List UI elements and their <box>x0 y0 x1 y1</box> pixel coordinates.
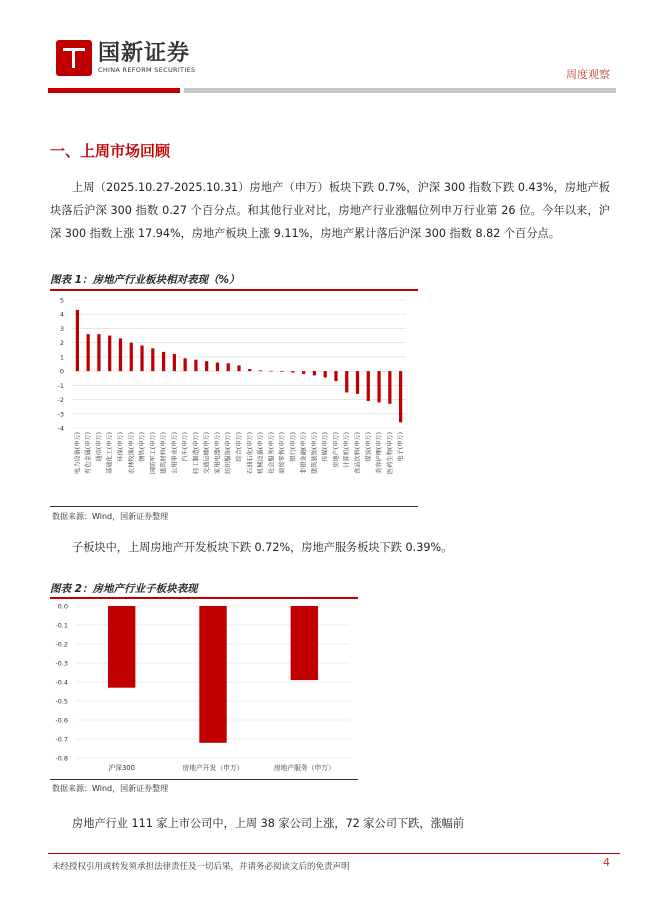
chart2-ytick-label: -0.8 <box>55 754 68 763</box>
header-rule-gray <box>184 88 616 93</box>
chart1-ytick-label: 2 <box>59 339 64 348</box>
chart1-bar <box>334 371 337 381</box>
page-number: 4 <box>603 856 610 869</box>
chart1-category-label: 传媒(申万) <box>322 432 330 462</box>
chart2-ytick-label: 0.0 <box>57 602 68 611</box>
chart1-bar <box>205 361 208 371</box>
chart2-ytick-label: -0.2 <box>55 640 68 649</box>
chart1-bar <box>345 371 348 392</box>
chart1-category-label: 社会服务(申万) <box>268 432 276 474</box>
chart1-bar <box>259 370 262 371</box>
header-rule-red <box>48 88 180 93</box>
paragraph-companies: 房地产行业 111 家上市公司中，上周 38 家公司上涨，72 家公司下跌，涨幅前 <box>72 817 465 830</box>
chart1-bar <box>97 334 100 371</box>
chart1-category-label: 综合(申万) <box>236 432 243 462</box>
chart1-category-label: 电力设备(申万) <box>74 432 82 474</box>
chart1-category-label: 商贸零售(申万) <box>279 432 287 474</box>
chart1-category-label: 环保(申万) <box>117 432 125 462</box>
chart1-category-label: 有色金属(申万) <box>85 432 93 474</box>
chart1-bar <box>399 371 402 422</box>
chart1-bar <box>313 371 316 375</box>
chart1-category-label: 国防军工(申万) <box>149 432 157 474</box>
chart2-ytick-label: -0.6 <box>55 716 68 725</box>
chart2-category-label: 房地产服务（申万） <box>273 764 335 772</box>
figure1-source: 数据来源：Wind，国新证券整理 <box>52 512 169 521</box>
chart1-ytick-label: 1 <box>59 353 64 362</box>
chart1-bar <box>76 310 79 371</box>
chart1-category-label: 轻工制造(申万) <box>192 432 200 474</box>
chart1-category-label: 机械设备(申万) <box>257 432 265 474</box>
chart1-category-label: 汽车(申万) <box>182 432 190 462</box>
chart1-ytick-label: 5 <box>59 296 64 305</box>
chart1-bar <box>367 371 370 401</box>
chart1-ytick-label: 4 <box>59 310 64 319</box>
report-type-tag: 周度观察 <box>566 68 610 81</box>
chart1-category-label: 建筑装饰(申万) <box>311 432 319 474</box>
chart1-bar <box>119 338 122 371</box>
chart1-bar <box>87 334 90 371</box>
chart1-bar <box>184 358 187 371</box>
chart1-bar <box>173 354 176 371</box>
chart1-category-label: 纺织服饰(申万) <box>225 432 233 474</box>
chart1-ytick-label: -1 <box>57 381 64 390</box>
footer-disclaimer: 未经授权引用或转发须承担法律责任及一切后果，并请务必阅读文后的免责声明 <box>52 862 350 872</box>
chart2-category-label: 房地产开发（申万） <box>182 764 244 772</box>
chart1-bar <box>237 365 240 371</box>
chart2-bar <box>291 606 318 680</box>
chart1-bar <box>248 369 251 371</box>
paragraph-subsector: 子板块中，上周房地产开发板块下跌 0.72%，房地产服务板块下跌 0.39%。 <box>72 541 453 554</box>
chart2-ytick-label: -0.5 <box>55 697 68 706</box>
figure2-source: 数据来源：Wind，国新证券整理 <box>52 784 169 793</box>
chart1-category-label: 计算机(申万) <box>343 432 351 468</box>
chart1-category-label: 银行(申万) <box>289 432 297 462</box>
chart1-ytick-label: 3 <box>59 324 64 333</box>
chart1-category-label: 食品饮料(申万) <box>354 432 362 474</box>
chart1-category-label: 通信(申万) <box>95 432 103 462</box>
chart1-ytick-label: 0 <box>59 367 64 376</box>
chart2-ytick-label: -0.3 <box>55 659 68 668</box>
logo-cn-text: 国新证券 <box>98 41 191 66</box>
chart1-ytick-label: -4 <box>57 424 64 433</box>
chart1-bar <box>108 336 111 372</box>
chart1-category-label: 石油石化(申万) <box>246 432 254 474</box>
chart1-category-label: 建筑材料(申万) <box>160 432 168 474</box>
chart1-category-label: 钢铁(申万) <box>139 432 147 462</box>
chart1-bar <box>291 371 294 372</box>
chart1-category-label: 基础化工(申万) <box>106 432 114 474</box>
chart1-category-label: 煤炭(申万) <box>365 432 373 462</box>
chart1-category-label: 房地产(申万) <box>332 432 340 468</box>
chart1-category-label: 美容护理(申万) <box>376 432 384 474</box>
chart1-category-label: 公用事业(申万) <box>171 432 179 474</box>
chart1-bar <box>280 371 283 372</box>
chart1-category-label: 家用电器(申万) <box>214 432 222 474</box>
chart1-bar <box>140 346 143 372</box>
logo-en-text: CHINA REFORM SECURITIES <box>98 66 196 74</box>
chart1-bar <box>194 360 197 371</box>
chart1-category-label: 农林牧渔(申万) <box>128 432 136 474</box>
chart2-bar <box>199 606 226 743</box>
figure2-title: 图表 2：房地产行业子板块表现 <box>50 583 198 595</box>
chart1-bar <box>162 352 165 371</box>
chart1-bar <box>302 371 305 374</box>
figure1-rule <box>50 289 418 291</box>
company-logo <box>56 40 195 76</box>
chart1-category-label: 非银金融(申万) <box>300 432 308 474</box>
chart-subsector <box>50 598 360 778</box>
chart2-category-label: 沪深300 <box>108 764 135 772</box>
chart1-bar <box>227 363 230 371</box>
chart1-ytick-label: -2 <box>57 396 64 405</box>
chart1-ytick-label: -3 <box>57 410 64 419</box>
footer-rule <box>48 853 620 854</box>
chart1-bar <box>324 371 327 377</box>
chart1-category-label: 交通运输(申万) <box>203 432 211 474</box>
chart2-ytick-label: -0.7 <box>55 735 68 744</box>
chart1-bar <box>377 371 380 402</box>
chart1-bar <box>388 371 391 404</box>
figure1-bottom-rule <box>50 506 418 507</box>
chart2-ytick-label: -0.1 <box>55 621 68 630</box>
chart1-bar <box>356 371 359 394</box>
chart1-category-label: 电子(申万) <box>397 432 405 462</box>
chart1-bar <box>130 343 133 371</box>
figure1-title: 图表 1：房地产行业板块相对表现（%） <box>50 274 240 286</box>
chart1-bar <box>216 363 219 372</box>
chart-industry-relative <box>50 292 420 502</box>
section-title: 一、上周市场回顾 <box>50 142 171 160</box>
chart1-bar <box>270 371 273 372</box>
chart2-bar <box>108 606 135 688</box>
chart1-category-label: 医药生物(申万) <box>386 432 394 474</box>
paragraph-market-review: 上周（2025.10.27-2025.10.31）房地产（申万）板块下跌 0.7%，沪深 300 指数下跌 0.43%，房地产板块落后沪深 300 指数 0.27 个百分点。和其他行业对比，房地产行业涨幅位列申万行业第 26 位。今年以来，沪深 300 指数上涨 17.94%，房地产板块上涨 9.11%，房地产累计落后沪深 300 指数 8.82 个百分点。 <box>50 181 610 240</box>
logo-mark-icon <box>56 40 92 76</box>
chart1-bar <box>151 348 154 371</box>
figure2-bottom-rule <box>50 779 358 780</box>
chart2-ytick-label: -0.4 <box>55 678 68 687</box>
